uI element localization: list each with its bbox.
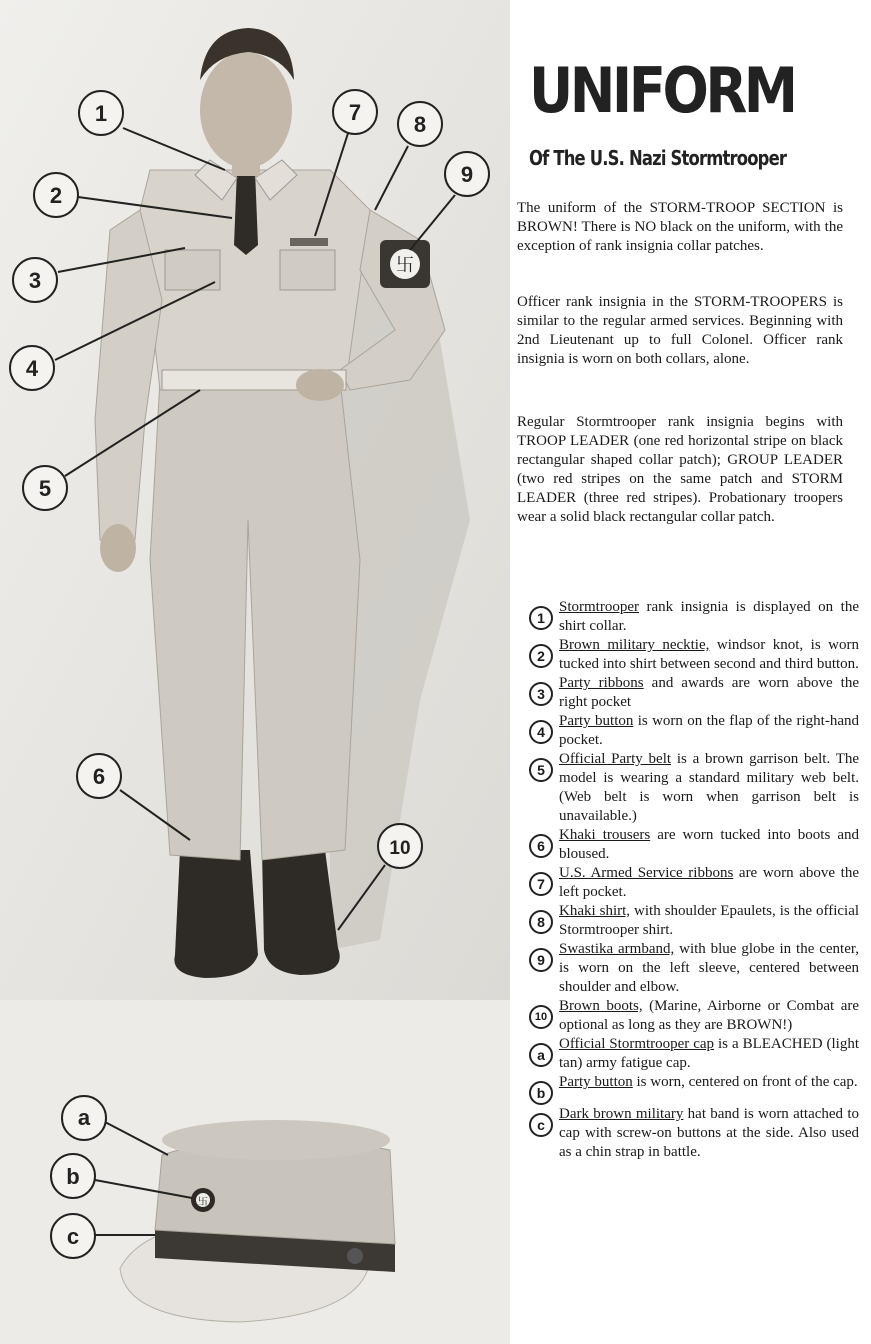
note-text: (Marine, Airborne or Combat are optional as long as they are BROWN!): [559, 998, 860, 1033]
note-item: [529, 598, 859, 636]
note-heading: Brown military necktie,: [559, 637, 710, 653]
cap-photograph: [0, 1000, 510, 1344]
note-heading: U.S. Armed Service ribbons: [559, 865, 734, 881]
note-heading: Khaki shirt,: [559, 903, 631, 919]
note-text: with blue globe in the center, is worn on the left sleeve, centered between shoulder and elbow.: [559, 941, 859, 995]
numbered-notes: [529, 598, 859, 1162]
note-number: 9: [529, 948, 553, 972]
note-heading: Party button: [559, 713, 634, 729]
callout-3: 3: [28, 268, 42, 293]
intro-paragraph-1: The uniform of the STORM-TROOP SECTION is BROWN! There is NO black on the uniform, with the exception of rank insignia collar patches.: [517, 200, 843, 254]
note-text: is worn on the flap of the right-hand pocket.: [559, 713, 860, 748]
note-text: is worn, centered on front of the cap.: [636, 1074, 858, 1090]
note-text: are worn above the left pocket.: [559, 865, 859, 900]
note-text: are worn tucked into boots and bloused.: [559, 827, 859, 862]
note-number: 3: [529, 682, 553, 706]
note-heading: Khaki trousers: [559, 827, 651, 843]
callout-7: 7: [348, 100, 362, 125]
note-number: 2: [529, 644, 553, 668]
svg-text:卐: 卐: [396, 255, 414, 276]
note-number: 4: [529, 720, 553, 744]
note-item: [529, 1035, 859, 1073]
note-item: [529, 750, 859, 826]
callout-a: a: [77, 1105, 91, 1130]
note-text: hat band is worn attached to cap with screw-on buttons at the side. Also used as a chin strap in battle.: [559, 1106, 860, 1160]
note-item: [529, 864, 859, 902]
note-text: is a BLEACHED (light tan) army fatigue cap.: [559, 1036, 859, 1071]
note-heading: Party button: [559, 1074, 633, 1090]
page-subtitle: Of The U.S. Nazi Stormtrooper: [529, 146, 787, 170]
callout-4: 4: [25, 356, 39, 381]
note-number: 7: [529, 872, 553, 896]
note-heading: Swastika armband,: [559, 941, 675, 957]
note-heading: Stormtrooper: [559, 599, 639, 615]
intro-paragraph-3: Regular Stormtrooper rank insignia begins with TROOP LEADER (one red horizontal stripe on black rectangular shaped collar patch); GROUP LEADER (two red stripes on the same patch and STORM LEADER (three red stripes). Probationary troopers wear a solid black rectangular collar patch.: [517, 414, 843, 525]
note-number: a: [529, 1043, 553, 1067]
callout-9: 9: [460, 162, 474, 187]
note-item: [529, 712, 859, 750]
note-item: [529, 636, 859, 674]
note-text: and awards are worn above the right pocket: [559, 675, 860, 710]
note-number: 10: [529, 1005, 553, 1029]
callout-8: 8: [413, 112, 427, 137]
note-heading: Party ribbons: [559, 675, 644, 691]
note-item: [529, 674, 859, 712]
note-number: 8: [529, 910, 553, 934]
uniform-photograph: [0, 0, 510, 1000]
page-title: UNIFORM: [529, 54, 795, 127]
callout-c: c: [66, 1224, 80, 1249]
note-item: [529, 902, 859, 940]
note-number: b: [529, 1081, 553, 1105]
note-text: is a brown garrison belt. The model is wearing a standard military web belt. (Web belt is worn when garrison belt is unavailable.): [559, 751, 860, 824]
note-heading: Dark brown military: [559, 1106, 684, 1122]
note-number: c: [529, 1113, 553, 1137]
intro-paragraph-2: Officer rank insignia in the STORM-TROOPERS is similar to the regular armed services. Beginning with 2nd Lieutenant up to full Colonel. Officer rank insignia is worn on both collars, alone.: [517, 294, 843, 367]
text-column: [515, 0, 871, 1344]
note-item: [529, 1073, 859, 1105]
note-number: 1: [529, 606, 553, 630]
callout-1: 1: [94, 101, 108, 126]
note-heading: Brown boots,: [559, 998, 643, 1014]
callout-b: b: [66, 1164, 80, 1189]
note-item: [529, 940, 859, 997]
note-heading: Official Party belt: [559, 751, 672, 767]
note-text: rank insignia is displayed on the shirt collar.: [559, 599, 860, 634]
svg-text:卐: 卐: [198, 1197, 208, 1208]
note-heading: Official Stormtrooper cap: [559, 1036, 715, 1052]
note-number: 6: [529, 834, 553, 858]
note-number: 5: [529, 758, 553, 782]
note-item: [529, 826, 859, 864]
callout-6: 6: [92, 764, 106, 789]
note-item: [529, 1105, 859, 1162]
callout-2: 2: [49, 183, 63, 208]
callout-5: 5: [38, 476, 52, 501]
note-text: windsor knot, is worn tucked into shirt between second and third button.: [559, 637, 859, 672]
callout-10: 10: [389, 838, 411, 859]
note-item: [529, 997, 859, 1035]
note-text: with shoulder Epaulets, is the official Stormtrooper shirt.: [559, 903, 860, 938]
